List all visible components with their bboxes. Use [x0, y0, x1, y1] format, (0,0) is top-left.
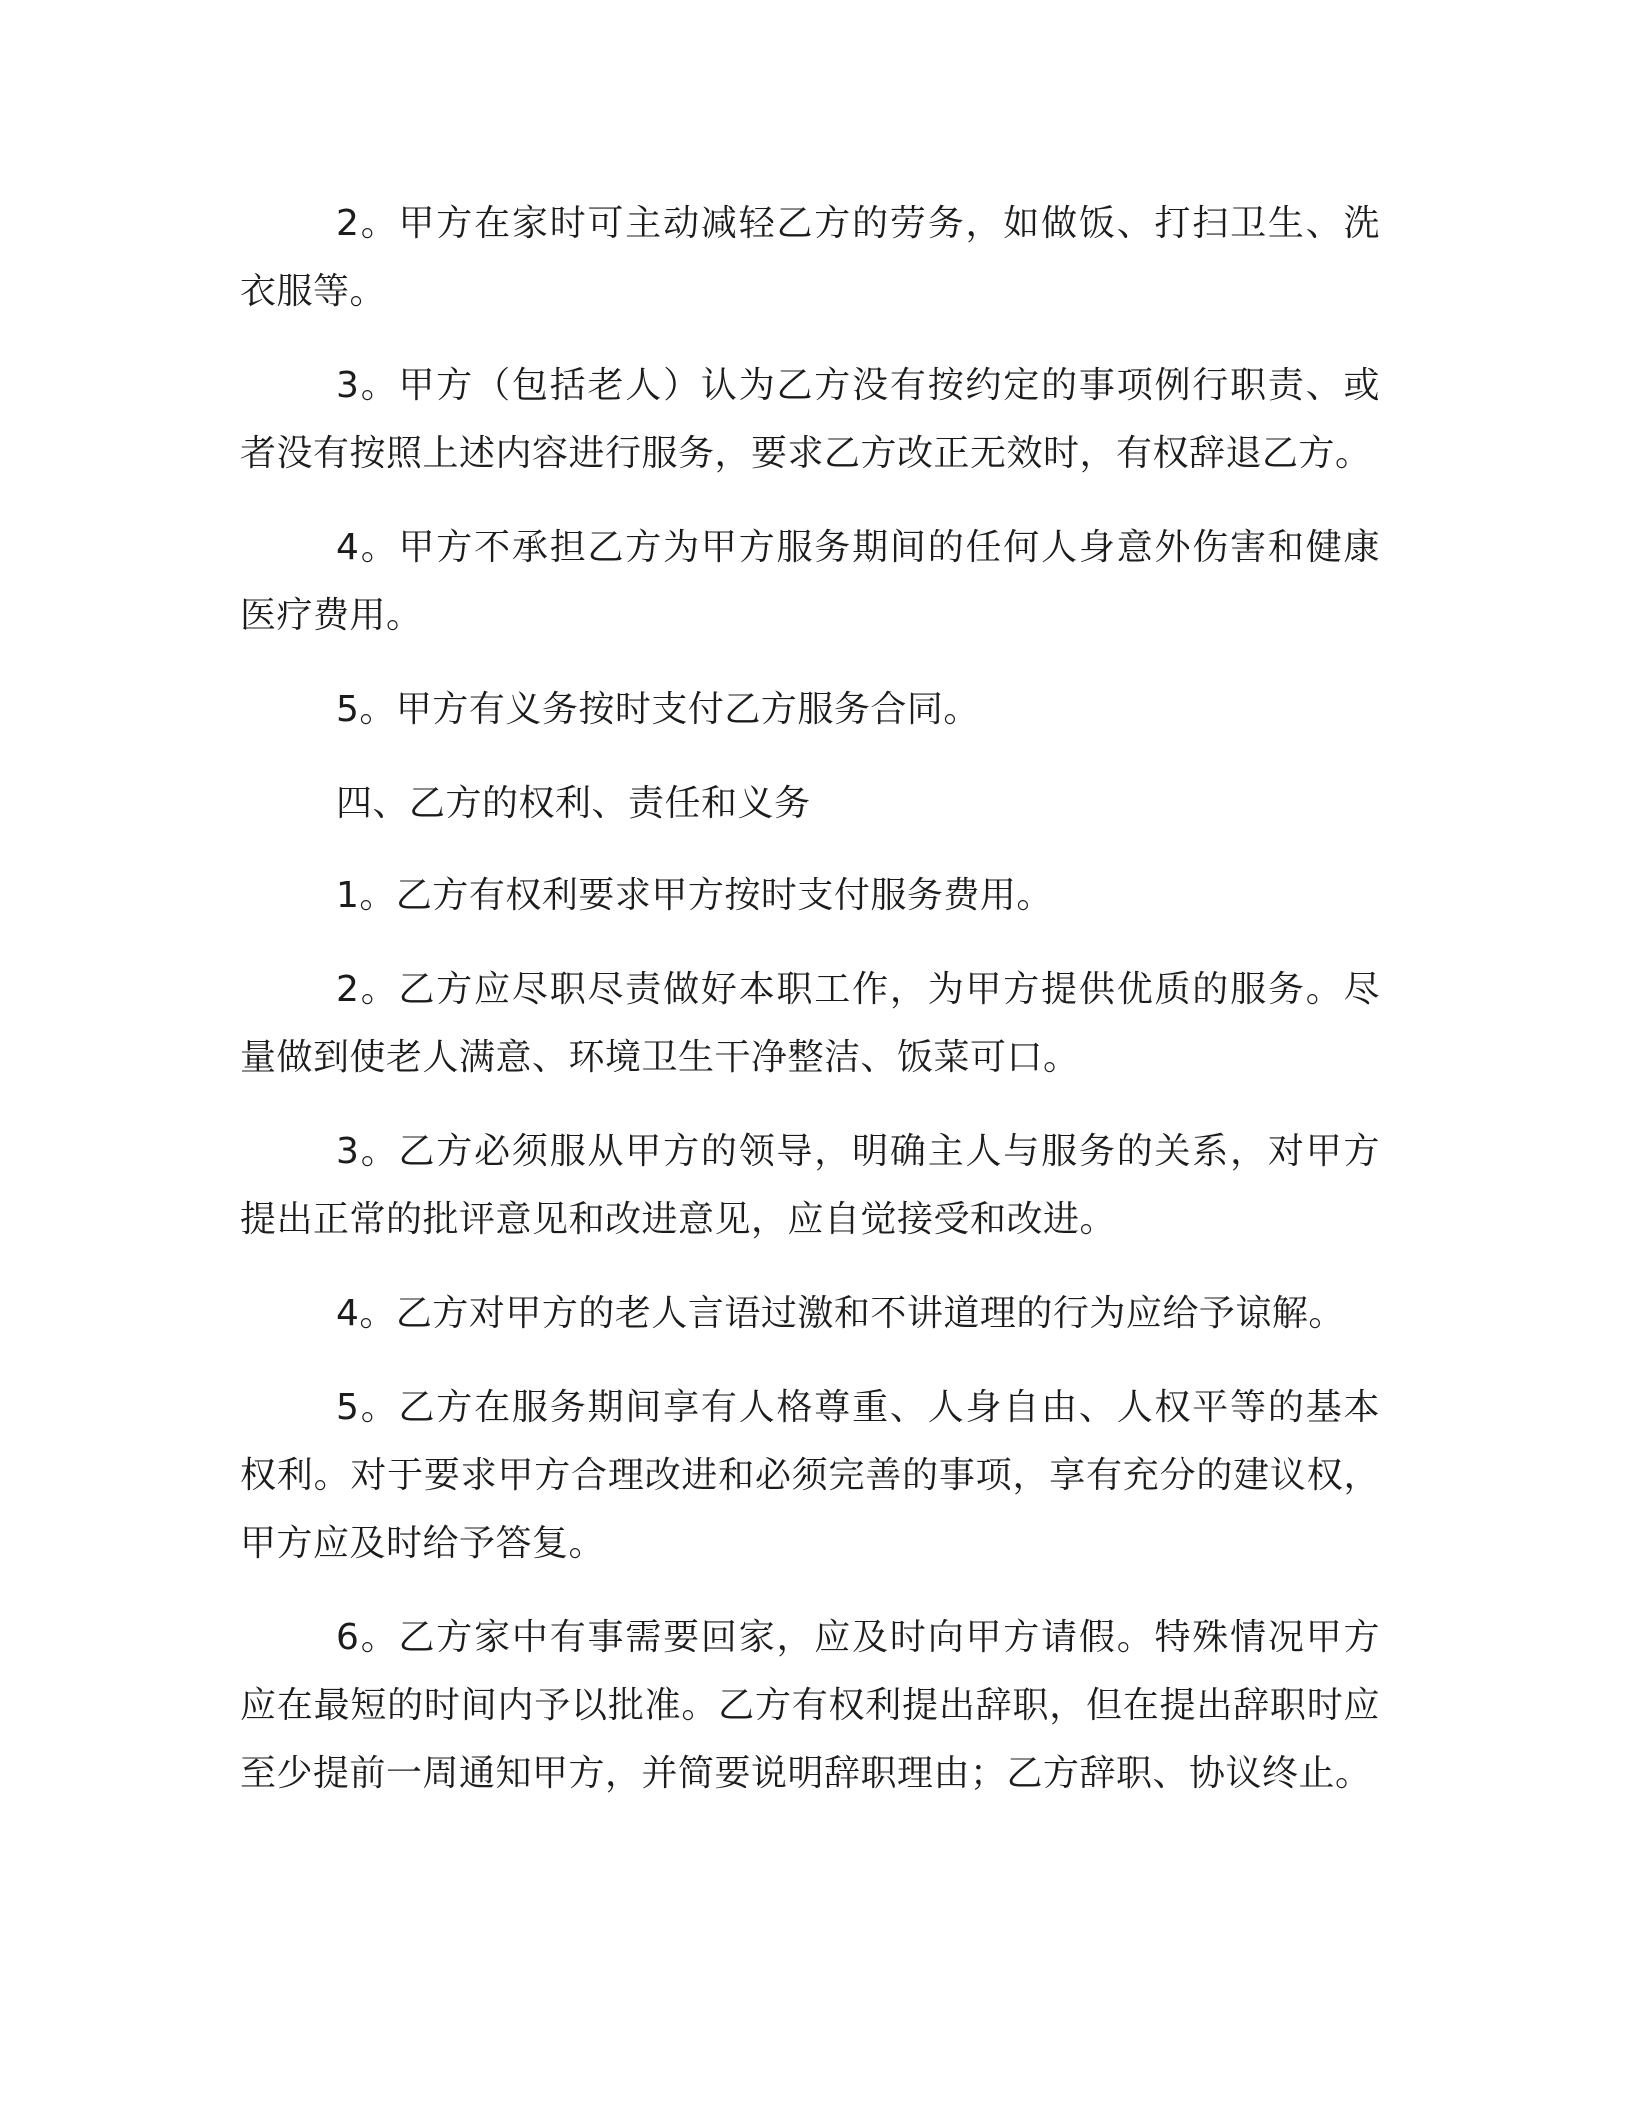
clause-party-a-4: 4。甲方不承担乙方为甲方服务期间的任何人身意外伤害和健康医疗费用。 — [240, 527, 1380, 636]
clause-party-a-5: 5。甲方有义务按时支付乙方服务合同。 — [336, 689, 980, 730]
clause-party-b-3: 3。乙方必须服从甲方的领导，明确主人与服务的关系，对甲方提出正常的批评意见和改进意见，应自觉接受和改进。 — [240, 1131, 1380, 1240]
clause-party-b-2: 2。乙方应尽职尽责做好本职工作，为甲方提供优质的服务。尽量做到使老人满意、环境卫生干净整洁、饭菜可口。 — [240, 969, 1380, 1078]
section-heading-party-b: 四、乙方的权利、责任和义务 — [336, 783, 811, 824]
clause-party-a-2: 2。甲方在家时可主动减轻乙方的劳务，如做饭、打扫卫生、洗衣服等。 — [240, 203, 1380, 312]
clause-party-b-1: 1。乙方有权利要求甲方按时支付服务费用。 — [336, 875, 1053, 916]
clause-party-b-6: 6。乙方家中有事需要回家，应及时向甲方请假。特殊情况甲方应在最短的时间内予以批准。乙方有权利提出辞职，但在提出辞职时应至少提前一周通知甲方，并简要说明辞职理由；乙方辞职、协议终止。 — [240, 1617, 1380, 1794]
clause-party-a-3: 3。甲方（包括老人）认为乙方没有按约定的事项例行职责、或者没有按照上述内容进行服务，要求乙方改正无效时，有权辞退乙方。 — [240, 365, 1380, 474]
clause-party-b-4: 4。乙方对甲方的老人言语过激和不讲道理的行为应给予谅解。 — [336, 1293, 1345, 1334]
document-body — [240, 190, 1380, 1834]
clause-party-b-5: 5。乙方在服务期间享有人格尊重、人身自由、人权平等的基本权利。对于要求甲方合理改进和必须完善的事项，享有充分的建议权，甲方应及时给予答复。 — [240, 1387, 1380, 1564]
